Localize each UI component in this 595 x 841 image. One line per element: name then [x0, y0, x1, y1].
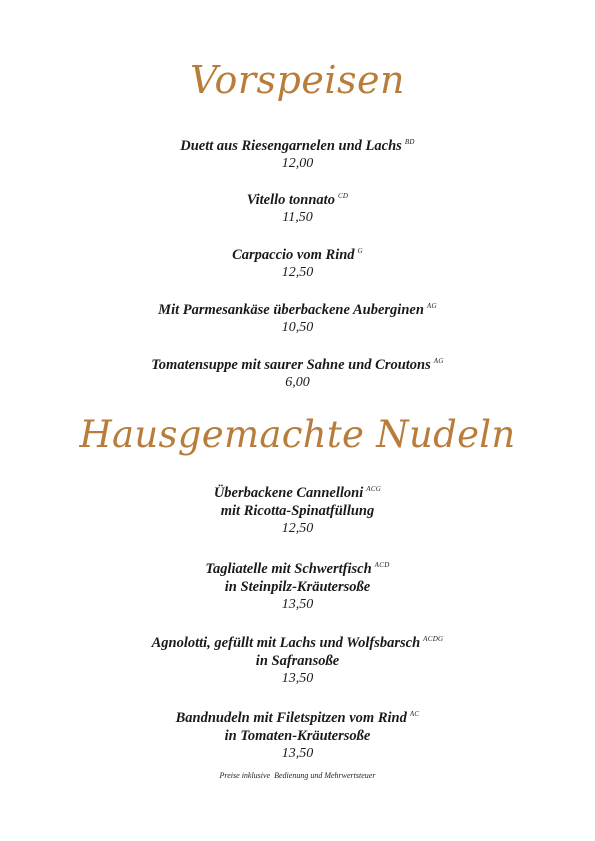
menu-item-name-line	[0, 480, 595, 502]
menu-item-description: in Steinpilz-Kräutersoße	[224, 579, 371, 595]
section-title-vorspeisen: Vorspeisen	[190, 58, 405, 102]
menu-item-price: 6,00	[285, 375, 310, 390]
menu-item-name-line	[0, 630, 595, 652]
allergen-codes: ACG	[366, 485, 382, 493]
menu-item-name-line	[0, 705, 595, 727]
allergen-codes: AC	[409, 710, 420, 718]
menu-item-tagliatelle	[0, 556, 595, 614]
menu-item-name: Vitello tonnato	[246, 192, 335, 208]
menu-item-price: 12,00	[281, 156, 314, 171]
menu-item-name: Agnolotti, gefüllt mit Lachs und Wolfsbarsch	[151, 635, 421, 651]
menu-item-price: 11,50	[282, 210, 313, 225]
allergen-codes: ACDG	[423, 635, 444, 643]
menu-item-name-line	[0, 133, 595, 155]
menu-item-vitello-tonnato	[0, 187, 595, 227]
menu-item-price: 13,50	[281, 746, 314, 761]
menu-item-price: 10,50	[281, 320, 314, 335]
menu-item-riesengarnelen	[0, 133, 595, 173]
allergen-codes: AG	[426, 302, 437, 310]
menu-item-tomatensuppe	[0, 352, 595, 392]
menu-item-carpaccio	[0, 242, 595, 282]
menu-item-description: mit Ricotta-Spinatfüllung	[220, 503, 375, 519]
menu-item-price: 12,50	[281, 521, 314, 536]
menu-item-name: Tagliatelle mit Schwertfisch	[205, 561, 372, 577]
allergen-codes: CD	[337, 192, 349, 200]
allergen-codes: G	[357, 247, 363, 255]
menu-item-name: Carpaccio vom Rind	[232, 247, 355, 263]
menu-item-name: Tomatensuppe mit saurer Sahne und Croutons	[151, 357, 431, 373]
menu-item-name-line	[0, 187, 595, 209]
allergen-codes: ACD	[374, 561, 390, 569]
menu-item-agnolotti	[0, 630, 595, 688]
menu-item-name: Duett aus Riesengarnelen und Lachs	[180, 138, 402, 154]
menu-item-price: 12,50	[281, 265, 314, 280]
menu-item-description: in Safransoße	[255, 653, 340, 669]
menu-item-description: in Tomaten-Kräutersoße	[224, 728, 371, 744]
menu-item-name-line	[0, 556, 595, 578]
menu-item-name: Mit Parmesankäse überbackene Auberginen	[158, 302, 424, 318]
menu-item-auberginen	[0, 297, 595, 337]
section-title-hausgemachte-nudeln: Hausgemachte Nudeln	[79, 413, 516, 456]
menu-item-name-line	[0, 297, 595, 319]
menu-item-name: Bandnudeln mit Filetspitzen vom Rind	[175, 710, 407, 726]
menu-item-name: Überbackene Cannelloni	[213, 485, 364, 501]
price-footnote: Preise inklusive Bedienung und Mehrwertsteuer	[219, 771, 376, 780]
menu-item-price: 13,50	[281, 597, 314, 612]
menu-item-price: 13,50	[281, 671, 314, 686]
menu-item-bandnudeln	[0, 705, 595, 763]
menu-item-cannelloni	[0, 480, 595, 538]
allergen-codes: BD	[404, 138, 415, 146]
allergen-codes: AG	[433, 357, 444, 365]
menu-item-name-line	[0, 352, 595, 374]
menu-item-name-line	[0, 242, 595, 264]
